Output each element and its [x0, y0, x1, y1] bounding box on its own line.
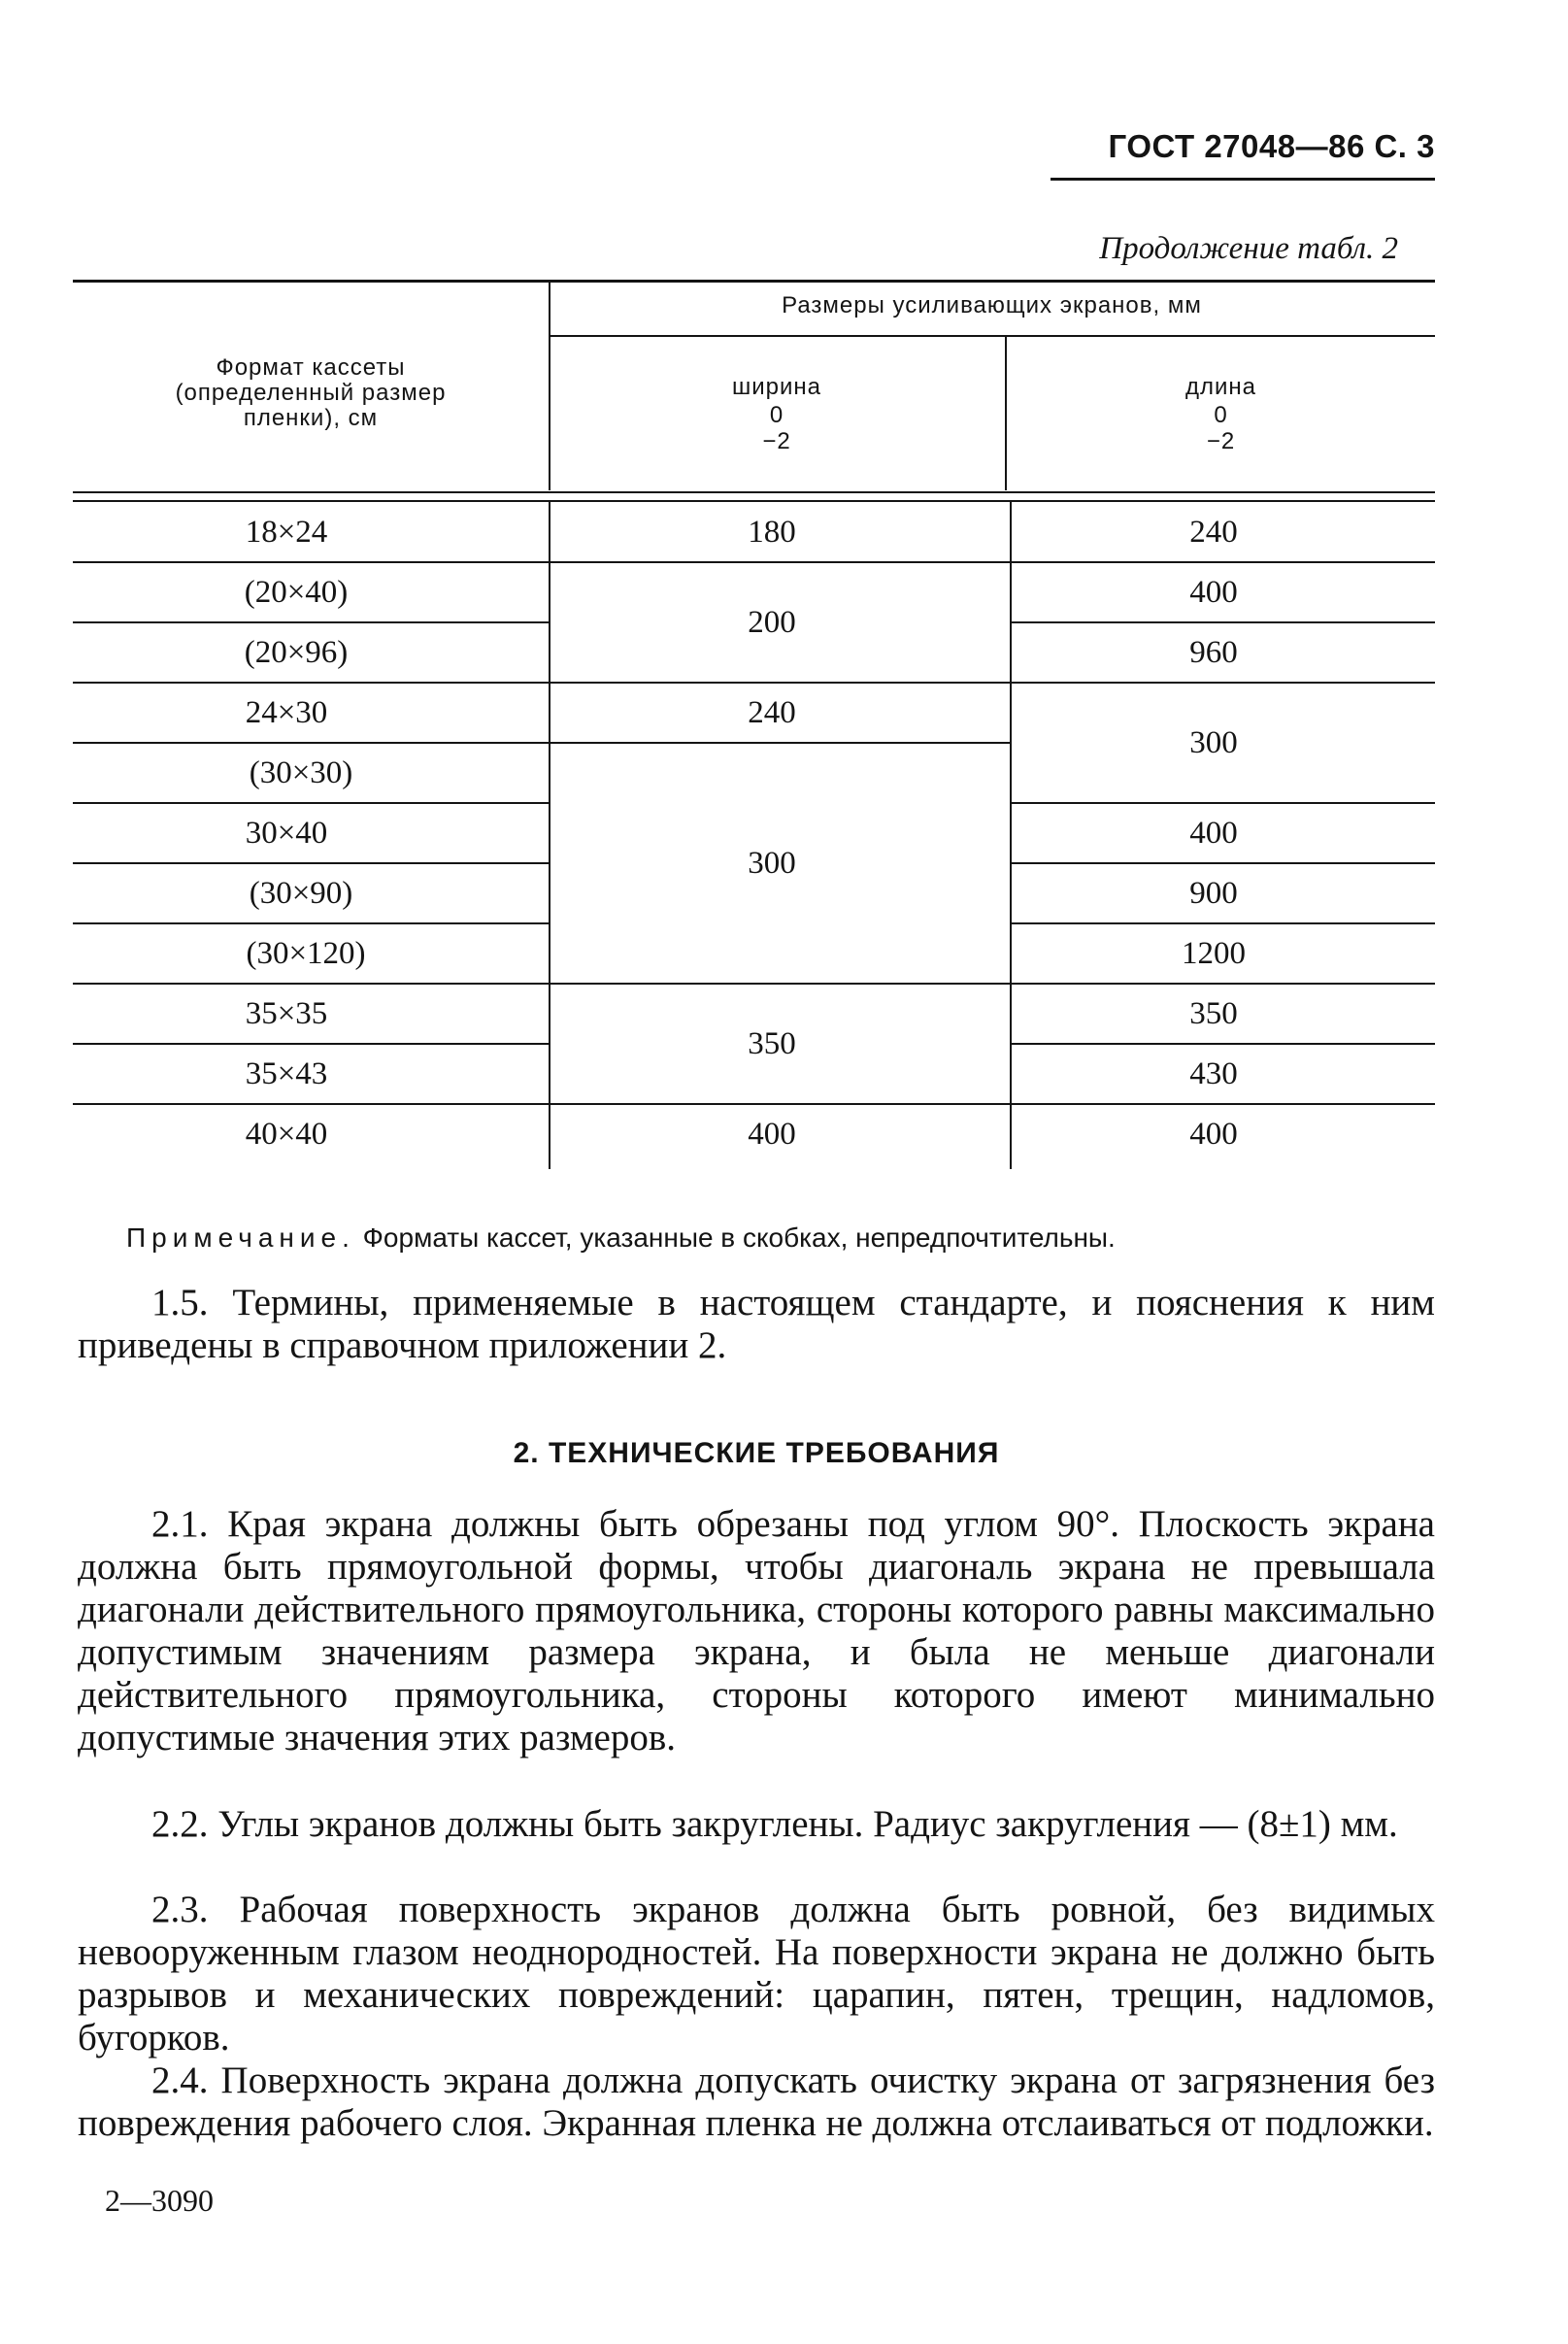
length-row-rule: [1010, 561, 1435, 563]
section-title: 2. ТЕХНИЧЕСКИЕ ТРЕБОВАНИЯ: [513, 1437, 1000, 1469]
format-cell: 18×24: [245, 515, 328, 550]
width-row-rule: [549, 682, 1010, 684]
note-label: Примечание.: [126, 1222, 355, 1253]
format-row-rule: [73, 621, 549, 623]
length-cell: 300: [1189, 725, 1238, 760]
note-text: Форматы кассет, указанные в скобках, непредпочтительны.: [362, 1222, 1116, 1253]
clause-2-2: 2.2. Углы экранов должны быть закруглены. Радиус закругления — (8±1) мм.: [151, 1803, 1398, 1845]
format-row-rule: [73, 682, 549, 684]
clause-2-1: 2.1. Края экрана должны быть обрезаны под углом 90°. Плоскость экрана должна быть прямоугольной формы, чтобы диагональ экрана не превышала диагонали действительного прямоугольника, стороны которого равны максимально допустимым значениям размера экрана, и была не меньше диагонали действительного прямоугольника, стороны которого имеют минимально допустимые значения этих размеров.: [78, 1503, 1435, 1758]
width-cell: 350: [748, 1026, 796, 1061]
length-cell: 900: [1189, 876, 1238, 911]
page-header: ГОСТ 27048—86 С. 3: [1108, 128, 1435, 164]
format-cell: 35×43: [245, 1056, 328, 1091]
length-row-rule: [1010, 802, 1435, 804]
format-row-rule: [73, 862, 549, 864]
width-row-rule: [549, 742, 1010, 744]
width-tolerance-lower: −2: [762, 428, 791, 454]
format-cell: 24×30: [245, 695, 328, 730]
format-cell: 40×40: [245, 1117, 328, 1152]
table-top-rule: [73, 280, 1435, 283]
clause-2-4: 2.4. Поверхность экрана должна допускать очистку экрана от загрязнения без повреждения рабочего слоя. Экранная пленка не должна отслаиваться от подложки.: [78, 2059, 1435, 2144]
clause-2-3: 2.3. Рабочая поверхность экранов должна быть ровной, без видимых невооруженным глазом неоднородностей. На поверхности экрана не должно быть разрывов и механических повреждений: царапин, пятен, трещин, надломов, бугорков.: [78, 1889, 1435, 2059]
format-cell: (30×30): [249, 755, 353, 790]
format-cell: 35×35: [245, 996, 328, 1031]
width-row-rule: [549, 983, 1010, 985]
format-cell: (20×40): [244, 575, 349, 610]
column-header-width: ширина: [731, 374, 821, 400]
table-continuation-caption: Продолжение табл. 2: [1099, 231, 1398, 266]
format-row-rule: [73, 802, 549, 804]
page-footer-code: 2—3090: [105, 2183, 214, 2218]
length-row-rule: [1010, 621, 1435, 623]
group-header-rule: [549, 335, 1435, 337]
width-cell: 180: [748, 515, 796, 550]
length-cell: 430: [1189, 1056, 1238, 1091]
format-cell: (30×120): [246, 936, 366, 971]
column-header-format: Формат кассеты (определенный размер пленки), см: [175, 354, 447, 431]
length-row-rule: [1010, 922, 1435, 924]
table-note: [126, 1219, 1435, 1257]
length-row-rule: [1010, 1103, 1435, 1105]
length-cell: 400: [1189, 816, 1238, 851]
format-row-rule: [73, 742, 549, 744]
length-row-rule: [1010, 983, 1435, 985]
header-double-rule-1: [73, 491, 1435, 493]
format-cell: (30×90): [249, 876, 353, 911]
length-cell: 1200: [1182, 936, 1246, 971]
group-header-sizes: Размеры усиливающих экранов, мм: [782, 292, 1202, 318]
format-row-rule: [73, 1043, 549, 1045]
length-row-rule: [1010, 682, 1435, 684]
length-cell: 400: [1189, 1117, 1238, 1152]
length-row-rule: [1010, 862, 1435, 864]
width-cell: 200: [748, 605, 796, 640]
width-cell: 300: [748, 846, 796, 881]
header-double-rule-2: [73, 500, 1435, 502]
width-row-rule: [549, 1103, 1010, 1105]
width-cell: 400: [748, 1117, 796, 1152]
length-cell: 400: [1189, 575, 1238, 610]
format-cell: (20×96): [244, 635, 349, 670]
format-row-rule: [73, 922, 549, 924]
column-header-length: длина: [1184, 374, 1256, 400]
length-tolerance-lower: −2: [1206, 428, 1236, 454]
width-tolerance-upper: 0: [769, 402, 784, 428]
header-rule: [1051, 178, 1435, 181]
length-cell: 240: [1189, 515, 1238, 550]
format-row-rule: [73, 983, 549, 985]
clause-1-5: 1.5. Термины, применяемые в настоящем стандарте, и пояснения к ним приведены в справочном приложении 2.: [78, 1282, 1435, 1366]
width-row-rule: [549, 561, 1010, 563]
length-cell: 350: [1189, 996, 1238, 1031]
length-row-rule: [1010, 1043, 1435, 1045]
length-tolerance-upper: 0: [1214, 402, 1228, 428]
format-row-rule: [73, 1103, 549, 1105]
format-cell: 30×40: [245, 816, 328, 851]
width-cell: 240: [748, 695, 796, 730]
length-cell: 960: [1189, 635, 1238, 670]
format-row-rule: [73, 561, 549, 563]
